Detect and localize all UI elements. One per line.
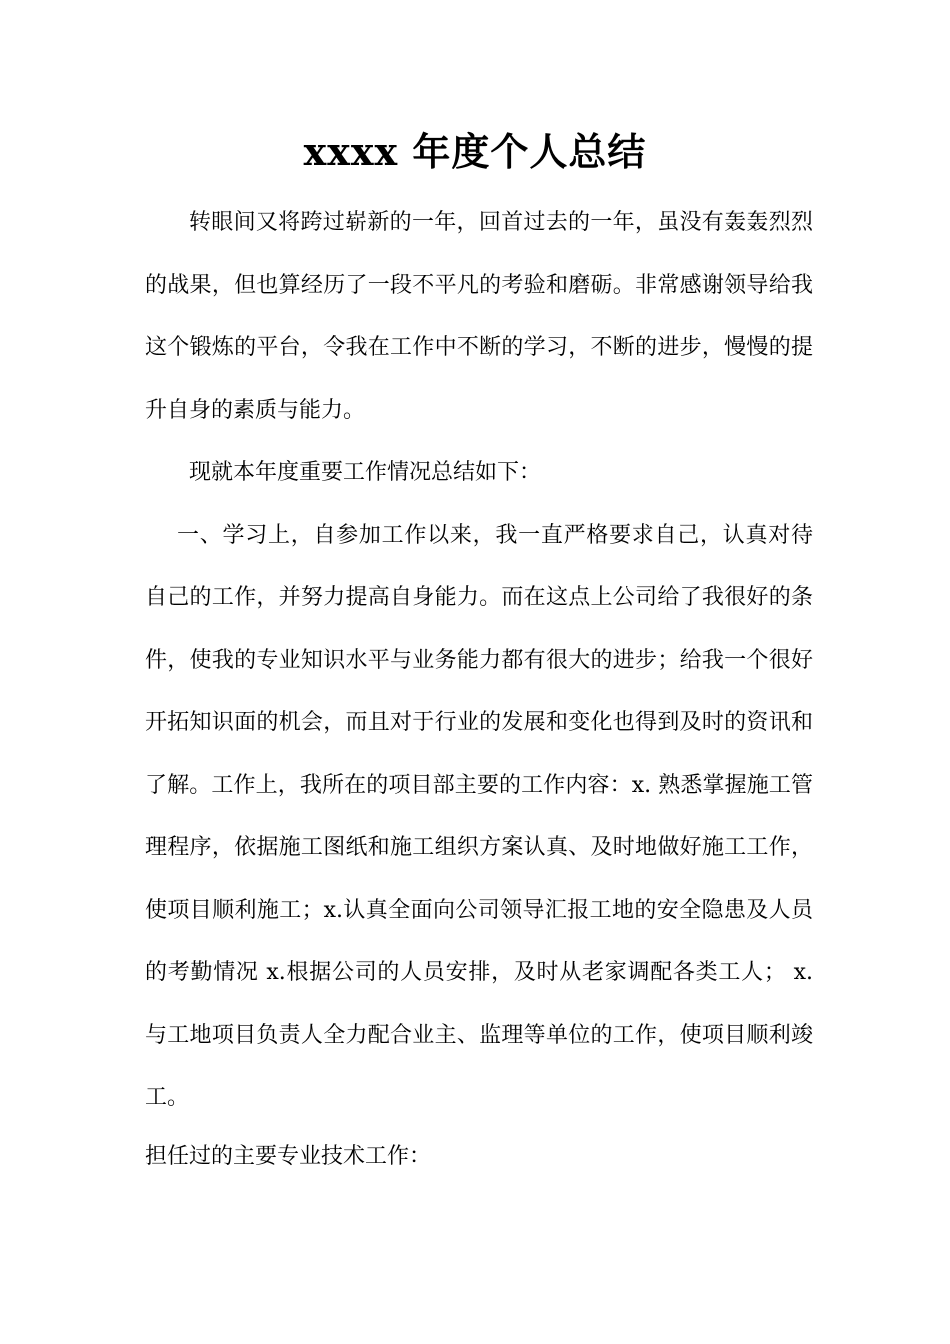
paragraph-summary-heading: 现就本年度重要工作情况总结如下： — [189, 460, 542, 485]
document-title: xxxx 年度个人总结 — [303, 129, 647, 174]
section-heading-technical-work: 担任过的主要专业技术工作： — [145, 1144, 432, 1169]
paragraph-study-work: 一、学习上，自参加工作以来，我一直严格要求自己，认真对待自己的工作，并努力提高自身能力。而在这点上公司给了我很好的条件，使我的专业知识水平与业务能力都有很大的进步；给我一个很好开拓知识面的机会，而且对于行业的发展和变化也得到及时的资讯和了解。工作上，我所在的项目部主要的工作内容：x. 熟悉掌握施工管理程序，依据施工图纸和施工组织方案认真、及时地做好施工工作，使项目顺利施工；x.认真全面向公司领导汇报工地的安全隐患及人员的考勤情况 x.根据公司的人员安排，及时从老家调配各类工人； x.与工地项目负责人全力配合业主、监理等单位的工作，使项目顺利竣工。 — [145, 522, 813, 1110]
document-body — [145, 192, 813, 1130]
paragraph-intro: 转眼间又将跨过崭新的一年，回首过去的一年，虽没有轰轰烈烈的战果，但也算经历了一段不平凡的考验和磨砺。非常感谢领导给我这个锻炼的平台，令我在工作中不断的学习，不断的进步，慢慢的提升自身的素质与能力。 — [145, 210, 813, 423]
